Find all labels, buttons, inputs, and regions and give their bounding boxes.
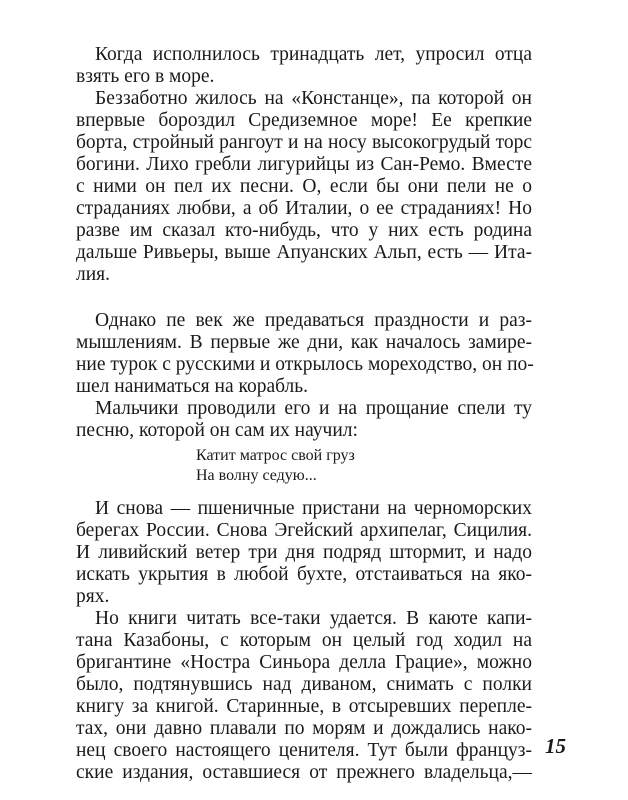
text-line: Мальчики проводили его и на прощание спели ту [95, 398, 532, 419]
text-line: берегах России. Снова Эгейский архипелаг, Сицилия. [76, 520, 532, 541]
text-line: Но книги читать все-таки удается. В каюте капи- [95, 608, 532, 629]
page-number: 15 [545, 734, 566, 758]
text-line: тана Казабоны, с которым он целый год ходил на [76, 630, 532, 651]
text-line: было, подтянувшись над диваном, снимать с полки [76, 674, 532, 695]
text-line: книгу за книгой. Старинные, в отсыревших перепле- [76, 696, 532, 717]
text-line: с ними он пел их песни. О, если бы они пели не о [76, 176, 532, 197]
text-line: Беззаботно жилось на «Констанце», па которой он [95, 88, 532, 109]
text-line: мышлениям. В первые же дни, как началось замире- [76, 332, 532, 353]
text-line: шел наниматься на корабль. [76, 376, 309, 397]
text-line: нец своего настоящего ценителя. Тут были француз- [76, 740, 532, 761]
text-line: разве им сказал кто-нибудь, что у них есть родина [76, 220, 532, 241]
text-line: борта, стройный рангоут и на носу высокогрудый торс [76, 132, 532, 153]
text-line: тах, они давно плавали по морям и дождались нако- [76, 718, 532, 739]
text-line: ние турок с русскими и открылось мореходство, он по- [76, 354, 534, 375]
text-line: богини. Лихо гребли лигурийцы из Сан-Ремо. Вместе [76, 154, 532, 175]
text-line: бригантине «Ностра Синьора делла Грацие», можно [76, 652, 532, 673]
text-line: И ливийский ветер три дня подряд штормит, и надо [76, 542, 532, 563]
text-line: взять его в море. [76, 66, 215, 87]
text-line: Однако пе век же предаваться праздности и раз- [95, 310, 532, 331]
text-line: Когда исполнилось тринадцать лет, упросил отца [95, 44, 532, 65]
verse-line: Катит матрос свой груз [196, 447, 355, 464]
text-line: рях. [76, 586, 110, 607]
verse-line: На волну седую... [196, 467, 317, 484]
text-line: впервые бороздил Средиземное море! Ее крепкие [76, 110, 532, 131]
text-line: искать укрытия в любой бухте, отстаиваться на яко- [76, 564, 532, 585]
text-line: песню, которой он сам их научил: [76, 420, 358, 441]
text-line: И снова — пшеничные пристани на черноморских [95, 498, 532, 519]
text-line: ские издания, оставшиеся от прежнего владельца,— [76, 762, 532, 783]
text-line: дальше Ривьеры, выше Апуанских Альп, есть — Ита- [76, 242, 532, 263]
text-line: лия. [76, 264, 111, 285]
text-line: страданиях любви, а об Италии, о ее страданиях! Но [76, 198, 532, 219]
